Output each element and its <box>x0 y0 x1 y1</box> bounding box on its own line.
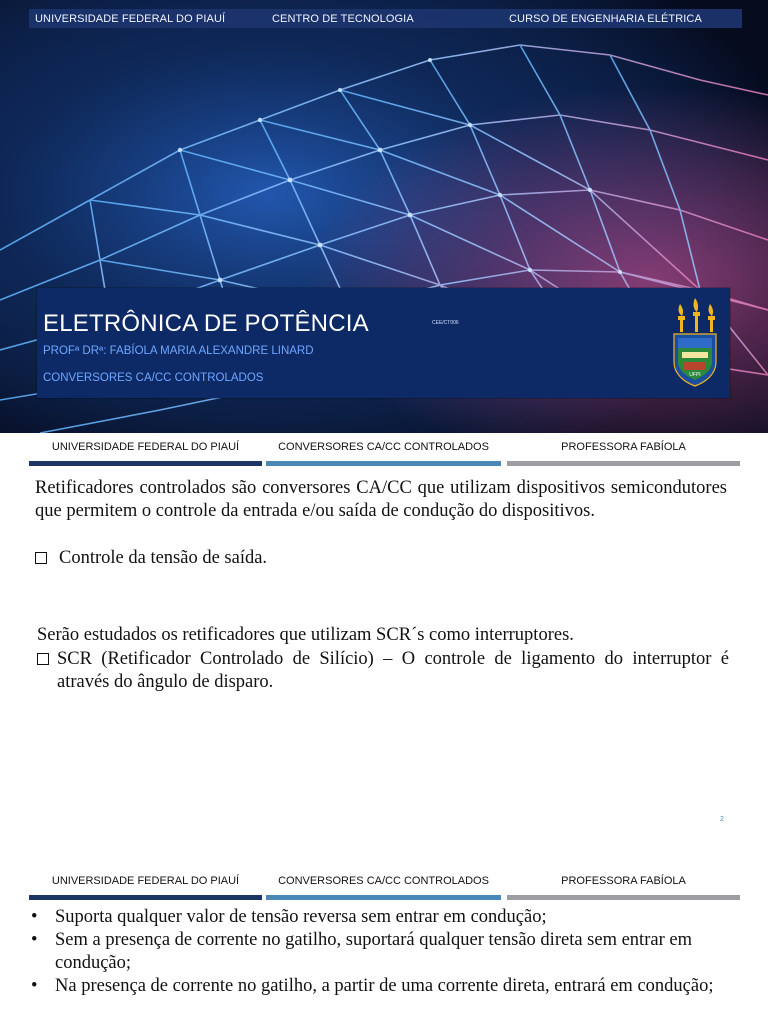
slide-title: ELETRÔNICA DE POTÊNCIA <box>43 310 369 337</box>
slide-subtitle: CONVERSORES CA/CC CONTROLADOS <box>43 372 264 384</box>
header-university-label: UNIVERSIDADE FEDERAL DO PIAUÍ <box>51 875 240 887</box>
header-bar-dark <box>29 895 262 900</box>
list-item-text: Sem a presença de corrente no gatilho, suportará qualquer tensão direta sem entrar em condução; <box>55 930 692 973</box>
bullet-output-voltage <box>35 547 267 570</box>
header-professor <box>507 440 740 466</box>
bullet-dot-icon: • <box>31 907 38 927</box>
header-university <box>29 440 262 466</box>
header-topic <box>266 874 501 900</box>
checkbox-bullet-icon <box>37 653 49 665</box>
list-item <box>31 975 729 998</box>
header-bar-gray <box>507 461 740 466</box>
title-box <box>37 288 730 398</box>
header-topic-label: CONVERSORES CA/CC CONTROLADOS <box>278 441 489 453</box>
top-info-bar <box>29 9 742 28</box>
top-bar-course: CURSO DE ENGENHARIA ELÉTRICA <box>509 12 702 25</box>
scr-paragraph: Serão estudados os retificadores que utilizam SCR´s como interruptores. <box>37 625 574 645</box>
header-professor-label: PROFESSORA FABÍOLA <box>561 441 686 453</box>
bullet-scr-text: SCR (Retificador Controlado de Silício) – O controle de ligamento do interruptor é através do ângulo de disparo. <box>57 649 729 692</box>
bullet-dot-icon: • <box>31 930 38 950</box>
logo-lettering: UFPI <box>689 372 701 378</box>
list-item <box>31 929 729 975</box>
header-university-label: UNIVERSIDADE FEDERAL DO PIAUÍ <box>51 441 240 453</box>
top-bar-center: CENTRO DE TECNOLOGIA <box>272 12 414 25</box>
bullet-dot-icon: • <box>31 976 38 996</box>
header-bar-dark <box>29 461 262 466</box>
course-code: CEE/CT006 <box>432 320 459 326</box>
slide2-header <box>29 440 740 466</box>
list-item-text: Suporta qualquer valor de tensão reversa sem entrar em condução; <box>55 907 547 927</box>
professor-name: PROFª DRª: FABÍOLA MARIA ALEXANDRE LINARD <box>43 345 314 357</box>
header-bar-gray <box>507 895 740 900</box>
scr-properties-list <box>31 906 729 998</box>
header-topic-label: CONVERSORES CA/CC CONTROLADOS <box>278 875 489 887</box>
header-professor <box>507 874 740 900</box>
header-bar-blue <box>266 461 501 466</box>
page-number: 2 <box>720 816 724 823</box>
top-bar-university: UNIVERSIDADE FEDERAL DO PIAUÍ <box>35 12 226 25</box>
header-professor-label: PROFESSORA FABÍOLA <box>561 875 686 887</box>
ufpi-logo-icon <box>668 296 722 390</box>
header-university <box>29 874 262 900</box>
bullet-scr <box>37 648 729 694</box>
intro-paragraph: Retificadores controlados são conversores CA/CC que utilizam dispositivos semicondutores que permitem o controle da entrada e/ou saída de condução do dispositivos. <box>35 478 727 521</box>
header-topic <box>266 440 501 466</box>
slide3-header <box>29 874 740 900</box>
list-item <box>31 906 729 929</box>
title-slide <box>0 0 768 433</box>
list-item-text: Na presença de corrente no gatilho, a partir de uma corrente direta, entrará em condução; <box>55 976 714 996</box>
checkbox-bullet-icon <box>35 552 47 564</box>
header-bar-blue <box>266 895 501 900</box>
bullet-output-voltage-text: Controle da tensão de saída. <box>59 548 268 568</box>
